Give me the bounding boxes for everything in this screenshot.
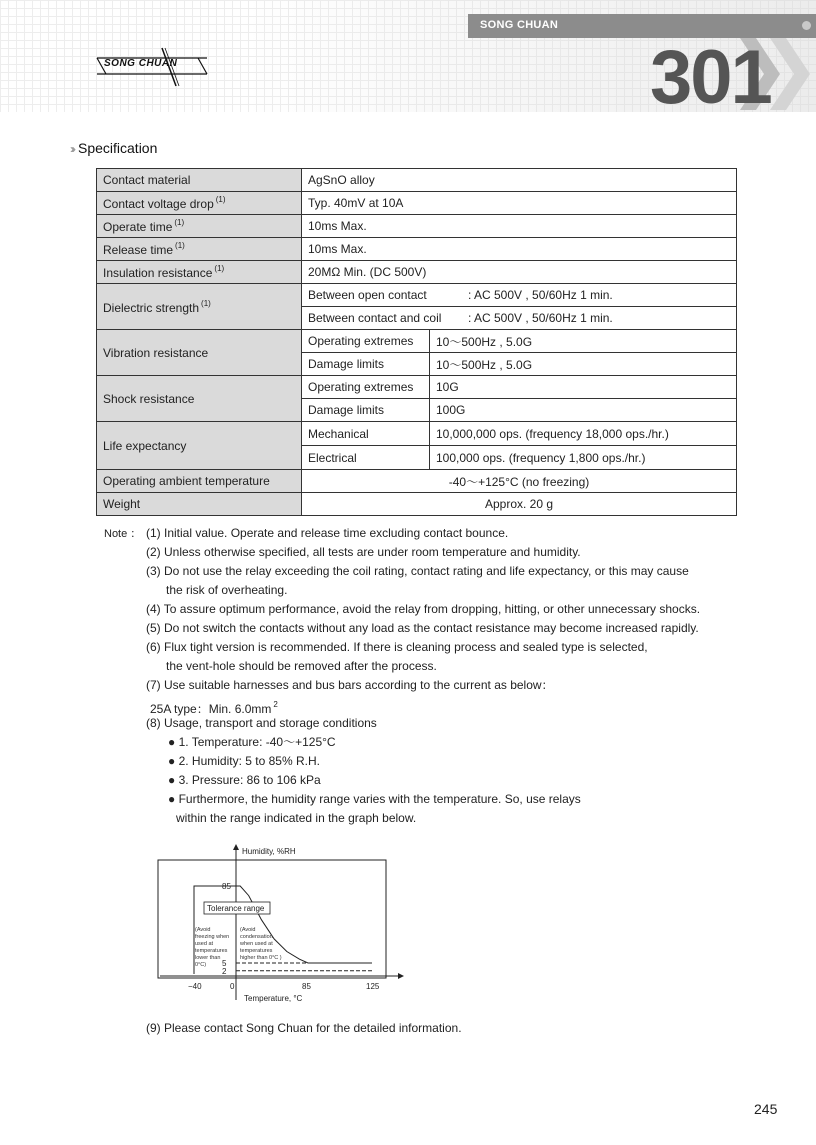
series-number: 301 xyxy=(650,35,771,112)
y-ticks xyxy=(222,882,231,976)
spec-subitem: Operating extremes xyxy=(302,330,430,353)
y-tick-label: 85 xyxy=(222,882,231,891)
annotation-line: lower than xyxy=(195,955,221,961)
brand-dot-icon xyxy=(802,21,811,30)
note-item: (8) Usage, transport and storage conditions xyxy=(146,716,377,730)
y-tick-label: 5 xyxy=(222,959,227,968)
section-title xyxy=(70,140,157,156)
spec-label: Insulation resistance $^{(1)}$ xyxy=(97,261,302,284)
bullet-item: ● 3. Pressure: 86 to 106 kPa xyxy=(168,773,321,787)
humidity-temperature-chart xyxy=(150,842,410,1012)
bullet-item: ● Furthermore, the humidity range varies with the temperature. So, use relays xyxy=(168,792,581,806)
spec-label: Vibration resistance xyxy=(97,330,302,376)
logo-text: SONG CHUAN xyxy=(104,58,178,69)
spec-label: Contact material xyxy=(97,169,302,192)
table-row xyxy=(97,192,737,215)
note-item: (5) Do not switch the contacts without any load as the contact resistance may become increased rapidly. xyxy=(146,621,699,635)
note-item: (7) Use suitable harnesses and bus bars according to the current as below： xyxy=(146,678,554,692)
spec-value: 100G xyxy=(430,399,737,422)
table-row xyxy=(97,376,737,399)
spec-label: Dielectric strength $^{(1)}$ xyxy=(97,284,302,330)
note-item: the vent-hole should be removed after the process. xyxy=(166,659,437,673)
y-tick-label: 2 xyxy=(222,966,227,976)
spec-label: Weight xyxy=(97,493,302,516)
table-row xyxy=(97,422,737,446)
x-tick-label: 85 xyxy=(302,982,311,991)
footnote-ref: (1) xyxy=(174,218,185,227)
spec-label: Operate time $^{(1)}$ xyxy=(97,215,302,238)
spec-value: 10,000,000 ops. (frequency 18,000 ops./hr.) xyxy=(430,422,737,446)
table-row xyxy=(97,470,737,493)
x-tick-label: −40 xyxy=(188,982,202,991)
bullet-item: ● 1. Temperature: -40～+125°C xyxy=(168,735,336,749)
annotation-line: condensation xyxy=(240,934,273,940)
tolerance-label: Tolerance range xyxy=(207,904,265,913)
x-ticks xyxy=(188,982,380,991)
footnote-ref: (1) xyxy=(201,298,211,308)
footnote-ref: (1) xyxy=(215,195,226,204)
table-row xyxy=(97,169,737,192)
specification-table xyxy=(96,168,737,516)
note-item: (2) Unless otherwise specified, all tests are under room temperature and humidity. xyxy=(146,545,581,559)
spec-subitem: Damage limits xyxy=(302,399,430,422)
bullet-item: ● 2. Humidity: 5 to 85% R.H. xyxy=(168,754,320,768)
chart-svg xyxy=(150,842,410,1012)
y-axis-label: Humidity, %RH xyxy=(242,847,296,856)
note-item: (6) Flux tight version is recommended. If there is cleaning process and sealed type is selected, xyxy=(146,640,648,654)
page-number: 245 xyxy=(754,1101,778,1117)
spec-subitem: Operating extremes xyxy=(302,376,430,399)
annotation-line: temperatures xyxy=(240,948,273,954)
spec-subitem: Electrical xyxy=(302,446,430,470)
spec-value: 10G xyxy=(430,376,737,399)
spec-value: 10ms Max. xyxy=(302,238,737,261)
note-item: (3) Do not use the relay exceeding the coil rating, contact rating and life expectancy, or this may cause xyxy=(146,564,689,578)
x-axis-label: Temperature, °C xyxy=(244,994,303,1003)
spec-value: Approx. 20 g xyxy=(302,493,737,516)
spec-value: Between open contact : AC 500V , 50/60Hz 1 min. xyxy=(302,284,737,307)
spec-label: Shock resistance xyxy=(97,376,302,422)
spec-subitem: Damage limits xyxy=(302,353,430,376)
spec-value: AgSnO alloy xyxy=(302,169,737,192)
spec-label: Life expectancy xyxy=(97,422,302,470)
annotation-line: 0°C) xyxy=(195,962,207,968)
note-heading: Note ： xyxy=(104,528,142,540)
table-row xyxy=(97,261,737,284)
note-item: the risk of overheating. xyxy=(166,583,288,597)
spec-value: 100,000 ops. (frequency 1,800 ops./hr.) xyxy=(430,446,737,470)
table-row xyxy=(97,238,737,261)
x-tick-label: 125 xyxy=(366,982,380,991)
spec-value: 10～500Hz , 5.0G xyxy=(430,353,737,376)
spec-subitem: Mechanical xyxy=(302,422,430,446)
footnote-ref: (1) xyxy=(175,241,185,250)
spec-value: 10ms Max. xyxy=(302,215,737,238)
annotation-line: when used at xyxy=(240,941,273,947)
annotation-line: used at xyxy=(195,941,214,947)
superscript: 2 xyxy=(273,700,278,709)
spec-label: Contact voltage drop $^{(1)}$ xyxy=(97,192,302,215)
table-row xyxy=(97,284,737,307)
annotation-line: freezing when xyxy=(195,934,230,940)
spec-value: -40～+125°C (no freezing) xyxy=(302,470,737,493)
spec-value: 10～500Hz , 5.0G xyxy=(430,330,737,353)
brand-name: SONG CHUAN xyxy=(480,19,559,31)
chevron-icon xyxy=(770,38,810,110)
note-item: (9) Please contact Song Chuan for the detailed information. xyxy=(146,1021,462,1035)
section-title-text: Specification xyxy=(78,140,158,156)
annotation-line: (Avoid xyxy=(195,927,211,933)
table-row xyxy=(97,493,737,516)
footnote-ref: (1) xyxy=(214,264,225,273)
spec-value: 20MΩ Min. (DC 500V) xyxy=(302,261,737,284)
page-header xyxy=(0,0,816,112)
spec-value: Typ. 40mV at 10A xyxy=(302,192,737,215)
condensation-annotation xyxy=(239,927,282,961)
triple-chevron-icon: ››› xyxy=(70,142,73,156)
table-row xyxy=(97,330,737,353)
note-item: (4) To assure optimum performance, avoid the relay from dropping, hitting, or other unnecessary shocks. xyxy=(146,602,701,616)
x-tick-label: 0 xyxy=(230,982,235,991)
x-axis-arrow-icon xyxy=(398,973,404,979)
y-axis-arrow-icon xyxy=(233,844,239,850)
annotation-line: temperatures xyxy=(195,948,228,954)
spec-value: Between contact and coil : AC 500V , 50/60Hz 1 min. xyxy=(302,307,737,330)
note-item: (1) Initial value. Operate and release time excluding contact bounce. xyxy=(146,526,509,540)
spec-label: Release time $^{(1)}$ xyxy=(97,238,302,261)
spec-label: Operating ambient temperature xyxy=(97,470,302,493)
bullet-item: within the range indicated in the graph below. xyxy=(176,811,417,825)
table-row xyxy=(97,215,737,238)
note-item: 25A type：Min. 6.0mm $^2$ xyxy=(150,700,278,716)
annotation-line: (Avoid xyxy=(240,927,256,933)
annotation-line: higher than 0°C ) xyxy=(240,955,282,961)
